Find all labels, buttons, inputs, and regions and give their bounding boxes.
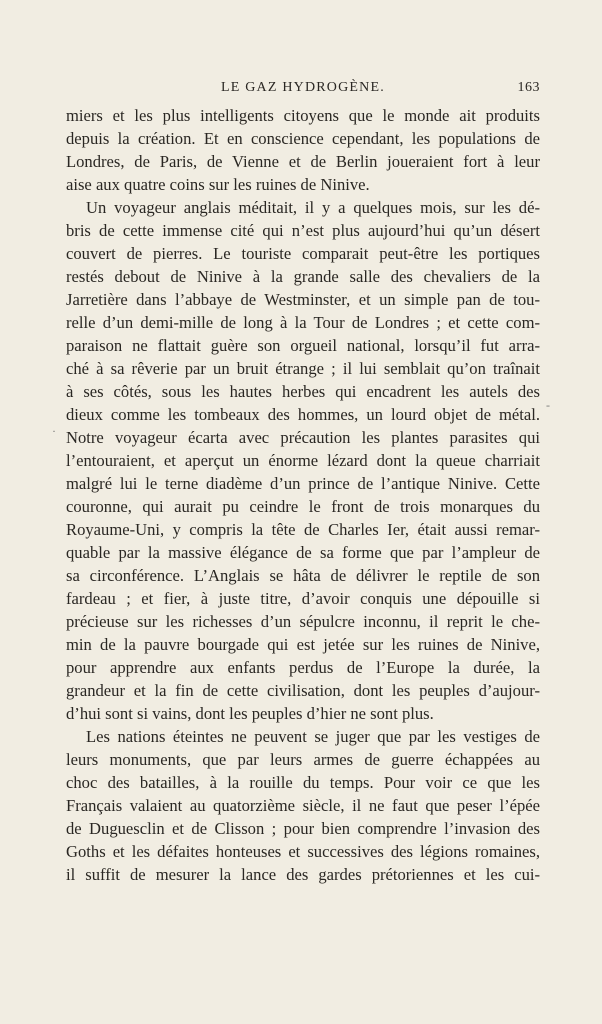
text-line: bris de cette immense cité qui n’est plus aujourd’hui qu’un désert — [66, 221, 540, 240]
text-line: il suffit de mesurer la lance des gardes prétoriennes et les cui- — [66, 865, 540, 884]
text-line: l’entouraient, et aperçut un énorme lézard dont la queue charriait — [66, 451, 540, 470]
text-line: fardeau ; et fier, à juste titre, d’avoir conquis une dépouille si — [66, 589, 540, 608]
text-line: couronne, qui aurait pu ceindre le front de trois monarques du — [66, 497, 540, 516]
running-title: LE GAZ HYDROGÈNE. — [221, 80, 385, 95]
text-line: Royaume-Uni, y compris la tête de Charles Ier, était aussi remar- — [66, 520, 540, 539]
text-line: grandeur et la fin de cette civilisation, dont les peuples d’aujour- — [66, 681, 540, 700]
text-line: quable par la massive élégance de sa forme que par l’ampleur de — [66, 543, 540, 562]
text-line: dieux comme les tombeaux des hommes, un lourd objet de métal. — [66, 405, 540, 424]
text-line: aise aux quatre coins sur les ruines de Ninive. — [66, 175, 370, 194]
text-line: Goths et les défaites honteuses et successives des légions romaines, — [66, 842, 540, 861]
paragraph-first-line: Un voyageur anglais méditait, il y a quelques mois, sur les dé- — [86, 198, 540, 217]
text-line: d’hui sont si vains, dont les peuples d’hier ne sont plus. — [66, 704, 434, 723]
text-line: Notre voyageur écarta avec précaution les plantes parasites qui — [66, 428, 540, 447]
text-line: relle d’un demi-mille de long à la Tour de Londres ; et cette com- — [66, 313, 540, 332]
text-line: miers et les plus intelligents citoyens que le monde ait produits — [66, 106, 540, 125]
text-line: précieuse sur les richesses d’un sépulcre inconnu, il reprit le che- — [66, 612, 540, 631]
text-line: couvert de pierres. Le touriste comparait peut-être les portiques — [66, 244, 540, 263]
text-line: sa circonférence. L’Anglais se hâta de délivrer le reptile de son — [66, 566, 540, 585]
body-text — [66, 104, 540, 886]
text-line: Londres, de Paris, de Vienne et de Berlin joueraient fort à leur — [66, 152, 540, 171]
margin-dash-mark: - — [546, 398, 550, 412]
page-number: 163 — [517, 80, 540, 95]
text-line: malgré lui le terne diadème d’un prince de l’antique Ninive. Cette — [66, 474, 540, 493]
text-line: restés debout de Ninive à la grande salle des chevaliers de la — [66, 267, 540, 286]
text-line: leurs monuments, que par leurs armes de guerre échappées au — [66, 750, 540, 769]
text-line: choc des batailles, à la rouille du temps. Pour voir ce que les — [66, 773, 540, 792]
text-line: Jarretière dans l’abbaye de Westminster, et un simple pan de tou- — [66, 290, 540, 309]
text-line: de Duguesclin et de Clisson ; pour bien comprendre l’invasion des — [66, 819, 540, 838]
text-line: min de la pauvre bourgade qui est jetée sur les ruines de Ninive, — [66, 635, 540, 654]
page-header — [66, 80, 540, 102]
text-line: à ses côtés, sous les hautes herbes qui encadrent les autels des — [66, 382, 540, 401]
margin-dot-mark: · — [52, 424, 56, 438]
text-line: pour apprendre aux enfants perdus de l’Europe la durée, la — [66, 658, 540, 677]
paragraph-first-line: Les nations éteintes ne peuvent se juger que par les vestiges de — [86, 727, 540, 746]
text-line: ché à sa rêverie par un bruit étrange ; il lui semblait qu’on traînait — [66, 359, 540, 378]
text-line: depuis la création. Et en conscience cependant, les populations de — [66, 129, 540, 148]
text-line: paraison ne flattait guère son orgueil national, lorsqu’il fut arra- — [66, 336, 540, 355]
text-line: Français valaient au quatorzième siècle, il ne faut que peser l’épée — [66, 796, 540, 815]
